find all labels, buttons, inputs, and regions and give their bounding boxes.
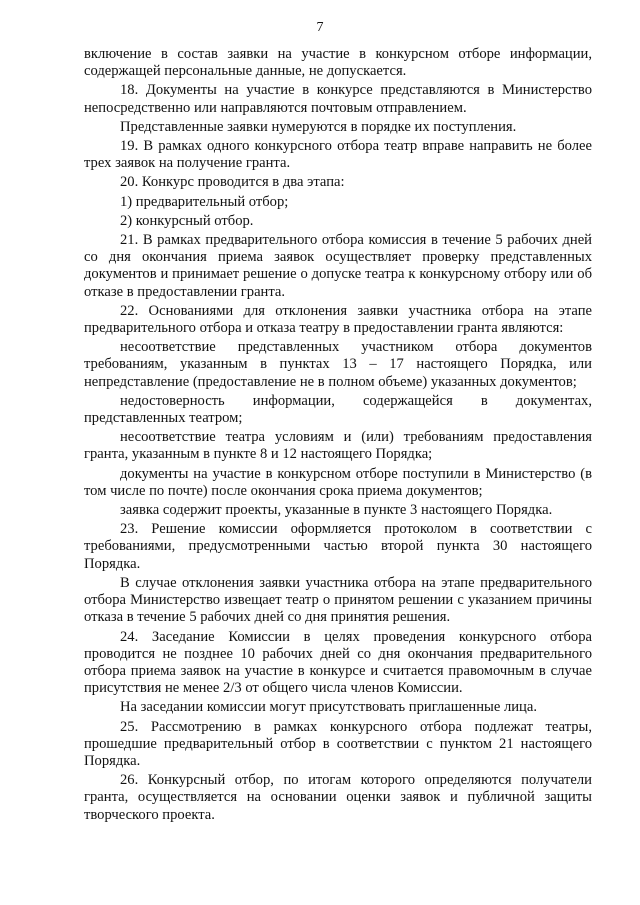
paragraph-22-reason-d: документы на участие в конкурсном отборе поступили в Министерство (в том числе по почте) после окончания срока приема документов; <box>84 465 592 499</box>
paragraph-22-reason-a: несоответствие представленных участником отбора документов требованиям, указанным в пунктах 13 – 17 настоящего Порядка, или непредставление (предоставление не в полном объеме) указанных документов; <box>84 339 592 390</box>
paragraph-continuation: включение в состав заявки на участие в конкурсном отборе информации, содержащей персональные данные, не допускается. <box>84 46 592 80</box>
paragraph-25: 25. Рассмотрению в рамках конкурсного отбора подлежат театры, прошедшие предварительный отбор в соответствии с пунктом 21 настоящего Порядка. <box>84 718 592 769</box>
paragraph-22-reason-e: заявка содержит проекты, указанные в пункте 3 настоящего Порядка. <box>120 502 553 519</box>
paragraph-22-reason-b: недостоверность информации, содержащейся в документах, представленных театром; <box>84 392 592 427</box>
paragraph-26: 26. Конкурсный отбор, по итогам которого определяются получатели гранта, осуществляется на основании оценки заявок и публичной защиты творческого проекта. <box>84 772 592 823</box>
paragraph-19: 19. В рамках одного конкурсного отбора театр вправе направить не более трех заявок на получение гранта. <box>84 138 592 172</box>
page-number: 7 <box>316 20 324 35</box>
paragraph-23: 23. Решение комиссии оформляется протоколом в соответствии с требованиями, предусмотренными частью второй пункта 30 настоящего Порядка. <box>84 521 592 572</box>
paragraph-22: 22. Основаниями для отклонения заявки участника отбора на этапе предварительного отбора и отказа театру в предоставлении гранта являются: <box>84 302 592 337</box>
paragraph-18-numbering: Представленные заявки нумеруются в порядке их поступления. <box>120 118 517 135</box>
paragraph-23-rejection: В случае отклонения заявки участника отбора на этапе предварительного отбора Министерство извещает театр о принятом решении с указанием причины отказа в течение 5 рабочих дней со дня принятия решения. <box>84 574 592 626</box>
paragraph-21: 21. В рамках предварительного отбора комиссия в течение 5 рабочих дней со дня окончания приема заявок осуществляет проверку представленных документов и принимает решение о допуске театра к конкурсному отбору или об отказе в предоставлении гранта. <box>84 232 592 300</box>
paragraph-20-item-2: 2) конкурсный отбор. <box>120 212 254 229</box>
paragraph-20: 20. Конкурс проводится в два этапа: <box>120 174 345 191</box>
paragraph-18: 18. Документы на участие в конкурсе представляются в Министерство непосредственно или направляются почтовым отправлением. <box>84 82 592 116</box>
paragraph-24-invited: На заседании комиссии могут присутствовать приглашенные лица. <box>120 699 537 716</box>
paragraph-24: 24. Заседание Комиссии в целях проведения конкурсного отбора проводится не позднее 10 рабочих дней со дня окончания предварительного отбора приема заявок на участие в конкурсе и считается правомочным в случае присутствия не менее 2/3 от общего числа членов Комиссии. <box>84 628 592 697</box>
paragraph-22-reason-c: несоответствие театра условиям и (или) требованиям предоставления гранта, указанным в пункте 8 и 12 настоящего Порядка; <box>84 429 592 463</box>
paragraph-20-item-1: 1) предварительный отбор; <box>120 193 289 210</box>
document-body <box>84 46 592 826</box>
